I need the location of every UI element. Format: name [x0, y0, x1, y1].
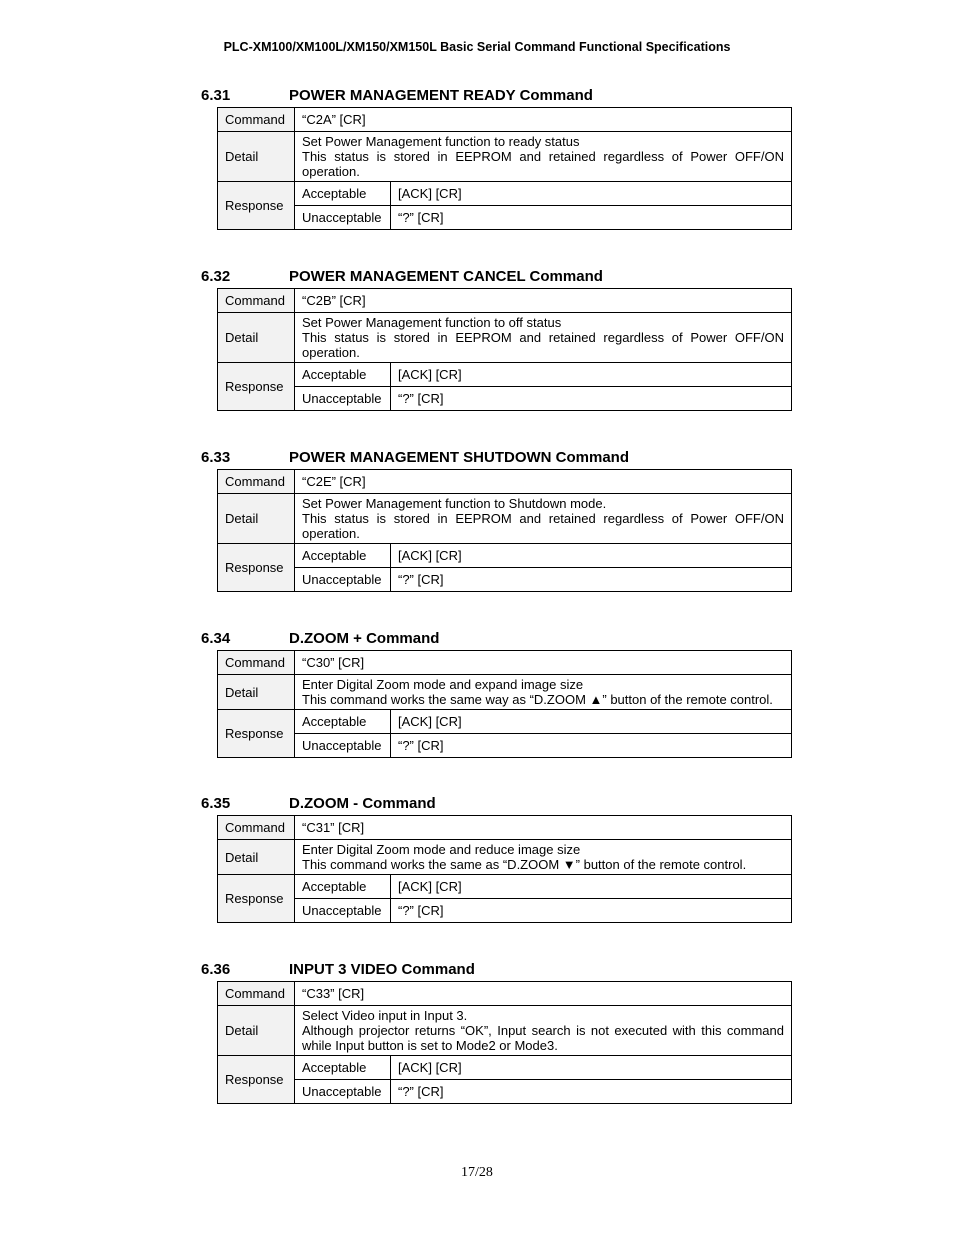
unacceptable-label: Unacceptable [295, 734, 391, 758]
detail-row [218, 494, 792, 544]
section-heading [201, 960, 775, 980]
acceptable-value: [ACK] [CR] [391, 182, 792, 206]
command-value: “C31” [CR] [295, 816, 792, 840]
section-6-32 [200, 267, 784, 411]
unacceptable-value: “?” [CR] [391, 1080, 792, 1104]
command-label: Command [218, 470, 295, 494]
detail-label: Detail [218, 675, 295, 710]
detail-line: This status is stored in EEPROM and retained regardless of Power OFF/ON operation. [302, 330, 784, 360]
response-label: Response [218, 1056, 295, 1104]
unacceptable-value: “?” [CR] [391, 734, 792, 758]
detail-text [295, 675, 792, 710]
section-title: INPUT 3 VIDEO Command [289, 961, 475, 978]
command-value: “C2E” [CR] [295, 470, 792, 494]
detail-line: Although projector returns “OK”, Input search is not executed with this command while Input button is set to Mode2 or Mode3. [302, 1023, 784, 1053]
command-value: “C2B” [CR] [295, 289, 792, 313]
section-title: POWER MANAGEMENT CANCEL Command [289, 268, 603, 285]
command-label: Command [218, 651, 295, 675]
response-label: Response [218, 182, 295, 230]
section-heading [201, 629, 775, 649]
section-heading [201, 448, 775, 468]
acceptable-label: Acceptable [295, 875, 391, 899]
command-spec-table [217, 981, 792, 1104]
response-row [218, 363, 792, 387]
section-number: 6.31 [201, 87, 231, 104]
response-row [218, 1080, 792, 1104]
detail-row [218, 1006, 792, 1056]
response-row [218, 734, 792, 758]
section-title: POWER MANAGEMENT READY Command [289, 87, 593, 104]
command-spec-table [217, 469, 792, 592]
section-title: D.ZOOM - Command [289, 795, 436, 812]
command-label: Command [218, 982, 295, 1006]
section-heading [201, 267, 775, 287]
unacceptable-value: “?” [CR] [391, 899, 792, 923]
response-row [218, 568, 792, 592]
unacceptable-label: Unacceptable [295, 1080, 391, 1104]
unacceptable-label: Unacceptable [295, 899, 391, 923]
response-label: Response [218, 710, 295, 758]
acceptable-label: Acceptable [295, 710, 391, 734]
acceptable-label: Acceptable [295, 1056, 391, 1080]
document-header: PLC-XM100/XM100L/XM150/XM150L Basic Serial Command Functional Specifications [223, 40, 731, 54]
detail-text [295, 1006, 792, 1056]
detail-row [218, 675, 792, 710]
section-number: 6.33 [201, 449, 231, 466]
acceptable-label: Acceptable [295, 363, 391, 387]
command-spec-table [217, 650, 792, 758]
response-row [218, 1056, 792, 1080]
detail-label: Detail [218, 494, 295, 544]
acceptable-value: [ACK] [CR] [391, 363, 792, 387]
section-6-34 [200, 629, 775, 758]
command-label: Command [218, 289, 295, 313]
detail-row [218, 132, 792, 182]
response-row [218, 206, 792, 230]
response-row [218, 182, 792, 206]
response-row [218, 387, 792, 411]
command-row [218, 982, 792, 1006]
detail-line: This status is stored in EEPROM and retained regardless of Power OFF/ON operation. [302, 511, 784, 541]
detail-label: Detail [218, 313, 295, 363]
detail-line: Set Power Management function to Shutdown mode. [302, 496, 607, 511]
response-label: Response [218, 363, 295, 411]
detail-line: Select Video input in Input 3. [302, 1008, 468, 1023]
section-heading [201, 86, 775, 106]
section-heading [201, 794, 775, 814]
detail-line: Enter Digital Zoom mode and reduce image size [302, 842, 581, 857]
command-value: “C33” [CR] [295, 982, 792, 1006]
command-value: “C2A” [CR] [295, 108, 792, 132]
section-number: 6.36 [201, 961, 231, 978]
detail-line: Set Power Management function to ready status [302, 134, 580, 149]
command-row [218, 651, 792, 675]
unacceptable-value: “?” [CR] [391, 206, 792, 230]
response-row [218, 544, 792, 568]
command-label: Command [218, 816, 295, 840]
page-number: 17/28 [461, 1165, 493, 1180]
acceptable-value: [ACK] [CR] [391, 710, 792, 734]
section-title: POWER MANAGEMENT SHUTDOWN Command [289, 449, 629, 466]
detail-row [218, 840, 792, 875]
section-6-33 [200, 448, 784, 592]
detail-label: Detail [218, 132, 295, 182]
section-title: D.ZOOM + Command [289, 630, 440, 647]
detail-line: This command works the same way as “D.ZOOM ▲” button of the remote control. [302, 692, 773, 707]
detail-label: Detail [218, 840, 295, 875]
detail-text [295, 840, 792, 875]
detail-line: Enter Digital Zoom mode and expand image size [302, 677, 584, 692]
unacceptable-value: “?” [CR] [391, 568, 792, 592]
acceptable-value: [ACK] [CR] [391, 1056, 792, 1080]
response-row [218, 899, 792, 923]
command-value: “C30” [CR] [295, 651, 792, 675]
response-row [218, 710, 792, 734]
command-row [218, 816, 792, 840]
detail-text [295, 494, 792, 544]
detail-text [295, 313, 792, 363]
detail-line: This status is stored in EEPROM and retained regardless of Power OFF/ON operation. [302, 149, 784, 179]
command-row [218, 289, 792, 313]
detail-row [218, 313, 792, 363]
section-number: 6.34 [201, 630, 231, 647]
acceptable-value: [ACK] [CR] [391, 544, 792, 568]
unacceptable-label: Unacceptable [295, 206, 391, 230]
section-number: 6.32 [201, 268, 231, 285]
detail-label: Detail [218, 1006, 295, 1056]
detail-line: Set Power Management function to off status [302, 315, 562, 330]
command-label: Command [218, 108, 295, 132]
command-spec-table [217, 815, 792, 923]
command-spec-table [217, 107, 792, 230]
command-spec-table [217, 288, 792, 411]
unacceptable-label: Unacceptable [295, 568, 391, 592]
unacceptable-label: Unacceptable [295, 387, 391, 411]
command-row [218, 470, 792, 494]
section-number: 6.35 [201, 795, 231, 812]
acceptable-value: [ACK] [CR] [391, 875, 792, 899]
section-6-36 [200, 960, 784, 1104]
acceptable-label: Acceptable [295, 182, 391, 206]
acceptable-label: Acceptable [295, 544, 391, 568]
section-6-35 [200, 794, 775, 923]
section-6-31 [200, 86, 784, 230]
command-row [218, 108, 792, 132]
detail-line: This command works the same as “D.ZOOM ▼” button of the remote control. [302, 857, 747, 872]
response-label: Response [218, 875, 295, 923]
detail-text [295, 132, 792, 182]
response-label: Response [218, 544, 295, 592]
unacceptable-value: “?” [CR] [391, 387, 792, 411]
response-row [218, 875, 792, 899]
